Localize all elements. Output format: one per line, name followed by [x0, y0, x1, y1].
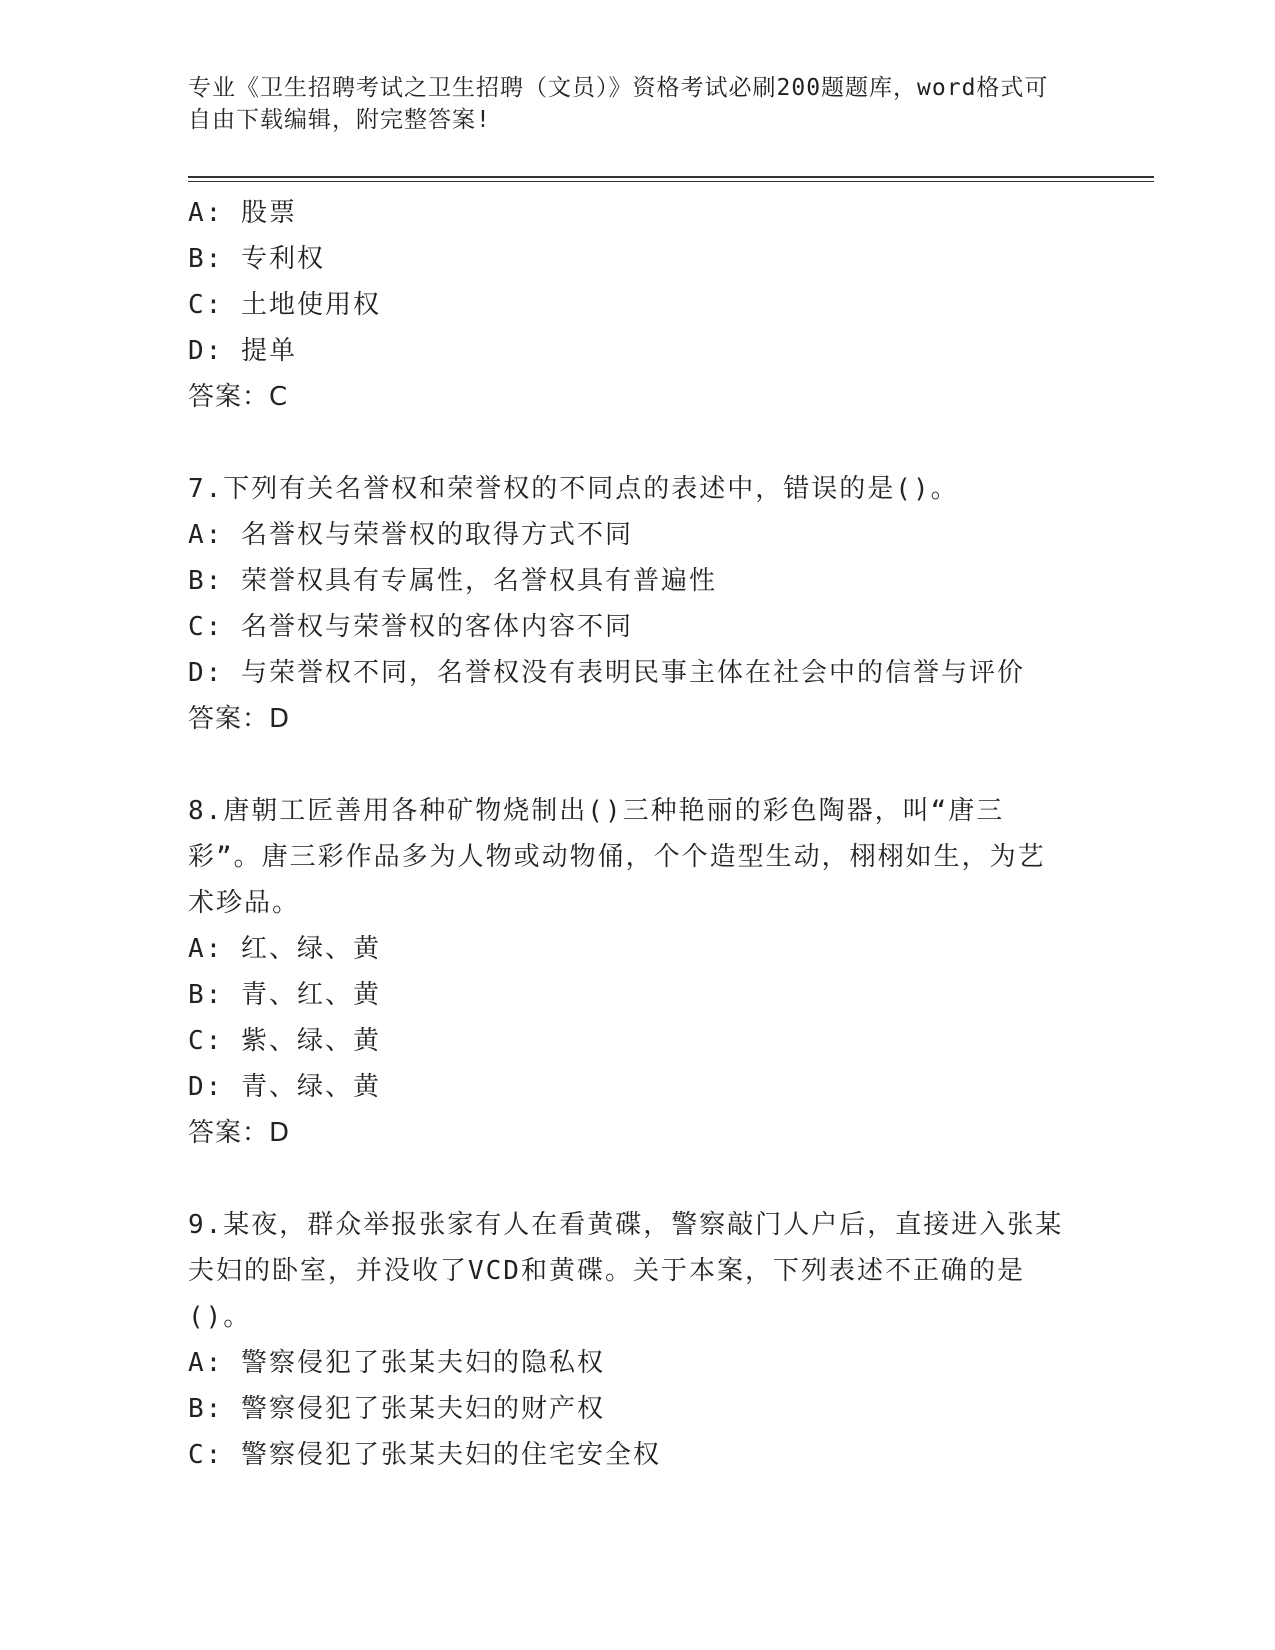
question-block-8: [188, 788, 1068, 1156]
option-b: B: 专利权: [188, 244, 325, 274]
option-d: D: 与荣誉权不同，名誉权没有表明民事主体在社会中的信誉与评价: [188, 658, 1025, 688]
spacer: [188, 1156, 1068, 1202]
answer: 答案：D: [188, 1118, 291, 1148]
spacer: [188, 742, 1068, 788]
question-list: [188, 190, 1068, 1478]
question-block-6: [188, 190, 1068, 420]
option-c: C: 警察侵犯了张某夫妇的住宅安全权: [188, 1440, 661, 1470]
question-block-9: [188, 1202, 1068, 1478]
option-a: A: 名誉权与荣誉权的取得方式不同: [188, 520, 633, 550]
question-text: 7.下列有关名誉权和荣誉权的不同点的表述中，错误的是()。: [188, 474, 959, 504]
option-c: C: 紫、绿、黄: [188, 1026, 381, 1056]
option-b: B: 荣誉权具有专属性，名誉权具有普遍性: [188, 566, 717, 596]
header-divider: [188, 176, 1154, 178]
option-a: A: 股票: [188, 198, 297, 228]
question-text: 9.某夜，群众举报张家有人在看黄碟，警察敲门人户后，直接进入张某夫妇的卧室，并没收了VCD和黄碟。关于本案，下列表述不正确的是()。: [188, 1210, 1064, 1332]
option-d: D: 青、绿、黄: [188, 1072, 381, 1102]
option-a: A: 警察侵犯了张某夫妇的隐私权: [188, 1348, 605, 1378]
answer: 答案：C: [188, 382, 289, 412]
option-a: A: 红、绿、黄: [188, 934, 381, 964]
option-d: D: 提单: [188, 336, 297, 366]
option-c: C: 名誉权与荣誉权的客体内容不同: [188, 612, 633, 642]
header-divider-thin: [188, 181, 1154, 182]
option-b: B: 青、红、黄: [188, 980, 381, 1010]
option-b: B: 警察侵犯了张某夫妇的财产权: [188, 1394, 605, 1424]
answer: 答案：D: [188, 704, 291, 734]
document-header: 专业《卫生招聘考试之卫生招聘（文员）》资格考试必刷200题题库，word格式可自由下载编辑，附完整答案!: [188, 75, 1049, 133]
question-text: 8.唐朝工匠善用各种矿物烧制出()三种艳丽的彩色陶器，叫“唐三彩”。唐三彩作品多为人物或动物俑，个个造型生动，栩栩如生，为艺术珍品。: [188, 796, 1046, 918]
option-c: C: 土地使用权: [188, 290, 381, 320]
question-block-7: [188, 466, 1068, 742]
spacer: [188, 420, 1068, 466]
